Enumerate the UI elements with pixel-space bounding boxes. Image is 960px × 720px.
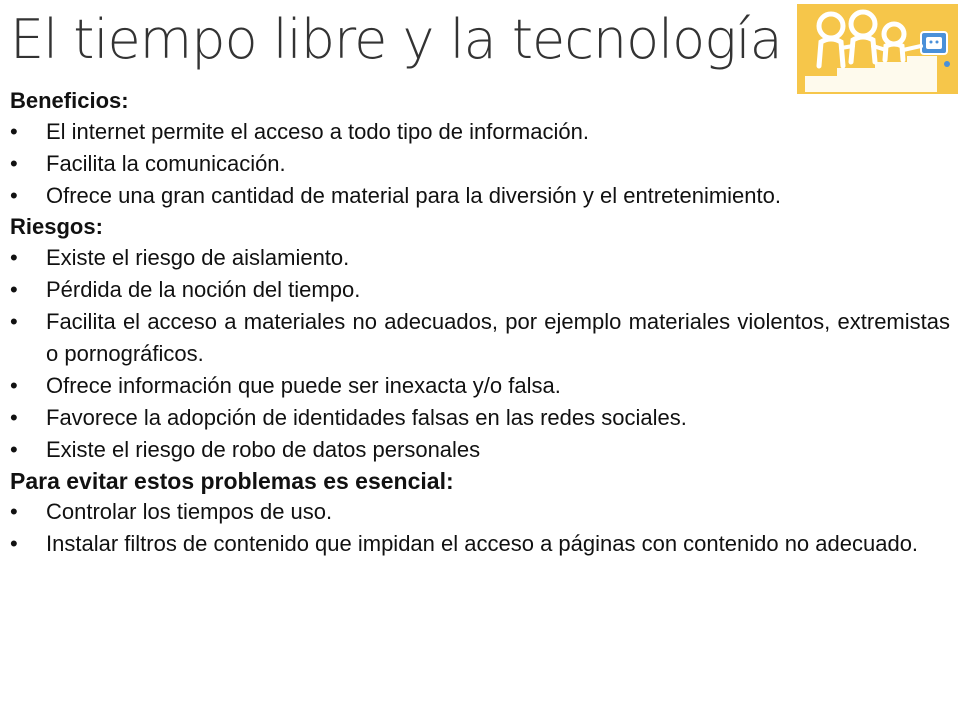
list-item: • Existe el riesgo de robo de datos personales (10, 434, 950, 466)
list-item: • Controlar los tiempos de uso. (10, 496, 950, 528)
list-item: • Favorece la adopción de identidades falsas en las redes sociales. (10, 402, 950, 434)
evitar-heading: Para evitar estos problemas es esencial: (10, 468, 454, 494)
list-item: • Pérdida de la noción del tiempo. (10, 274, 950, 306)
riesgos-list (10, 242, 950, 466)
family-computer-illustration-icon (797, 4, 958, 94)
slide-content (10, 86, 950, 560)
list-item: • El internet permite el acceso a todo tipo de información. (10, 116, 950, 148)
beneficios-list (10, 116, 950, 212)
beneficios-heading: Beneficios: (10, 88, 129, 113)
list-item: • Instalar filtros de contenido que impidan el acceso a páginas con contenido no adecuado. (10, 528, 950, 560)
list-item: • Ofrece una gran cantidad de material para la diversión y el entretenimiento. (10, 180, 950, 212)
list-item: • Facilita la comunicación. (10, 148, 950, 180)
riesgos-heading: Riesgos: (10, 214, 103, 239)
list-item: • Ofrece información que puede ser inexacta y/o falsa. (10, 370, 950, 402)
evitar-list (10, 496, 950, 560)
list-item: • Existe el riesgo de aislamiento. (10, 242, 950, 274)
logo-illustration (797, 4, 958, 94)
slide-title: El tiempo libre y la tecnología (10, 8, 782, 71)
list-item: • Facilita el acceso a materiales no adecuados, por ejemplo materiales violentos, extremistas o pornográficos. (10, 306, 950, 370)
